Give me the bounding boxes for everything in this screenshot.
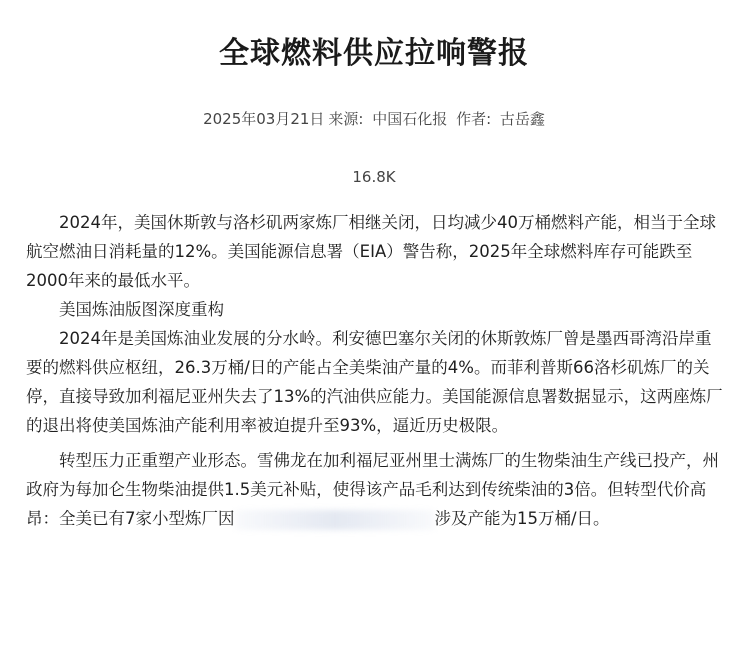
author-name: 古岳鑫 [499,110,545,128]
source-name[interactable]: 中国石化报 [372,110,448,128]
paragraph-transition-end: 涉及产能为15万桶/日。 [434,509,610,528]
section-subheading: 美国炼油版图深度重构 [59,300,224,319]
article-title: 全球燃料供应拉响警报 [219,36,529,71]
author-label: 作者: [456,110,492,128]
paragraph-transition [26,446,726,533]
paragraph-refinery: 2024年是美国炼油业发展的分水岭。利安德巴塞尔关闭的休斯敦炼厂曾是墨西哥湾沿岸重要的燃料供应枢纽，26.3万桶/日的产能占全美柴油产量的4%。而菲利普斯66洛杉矶炼厂的关停，直接导致加利福尼亚州失去了13%的汽油供应能力。美国能源信息署数据显示，这两座炼厂的退出将使美国炼油产能利用率被迫提升至93%，逼近历史极限。 [26,329,723,435]
blurred-region [235,510,435,530]
paragraph-transition-start: 转型压力正重塑产业形态。雪佛龙在加利福尼亚州里士满炼厂的生物柴油生产线已投产，州政府为每加仑生物柴油提供1.5美元补贴，使得该产品毛利达到传统柴油的3倍。但转型代价高昂：全美已有7家小型炼厂因 [26,451,719,528]
publish-date: 2025年03月21日 [203,110,325,128]
article-body [26,208,726,533]
paragraph-intro: 2024年，美国休斯敦与洛杉矶两家炼厂相继关闭，日均减少40万桶燃料产能，相当于全球航空燃油日消耗量的12%。美国能源信息署（EIA）警告称，2025年全球燃料库存可能跌至2000年来的最低水平。 [26,213,716,290]
article-meta [0,108,748,129]
source-label: 来源: [328,110,364,128]
view-count: 16.8K [352,168,396,186]
